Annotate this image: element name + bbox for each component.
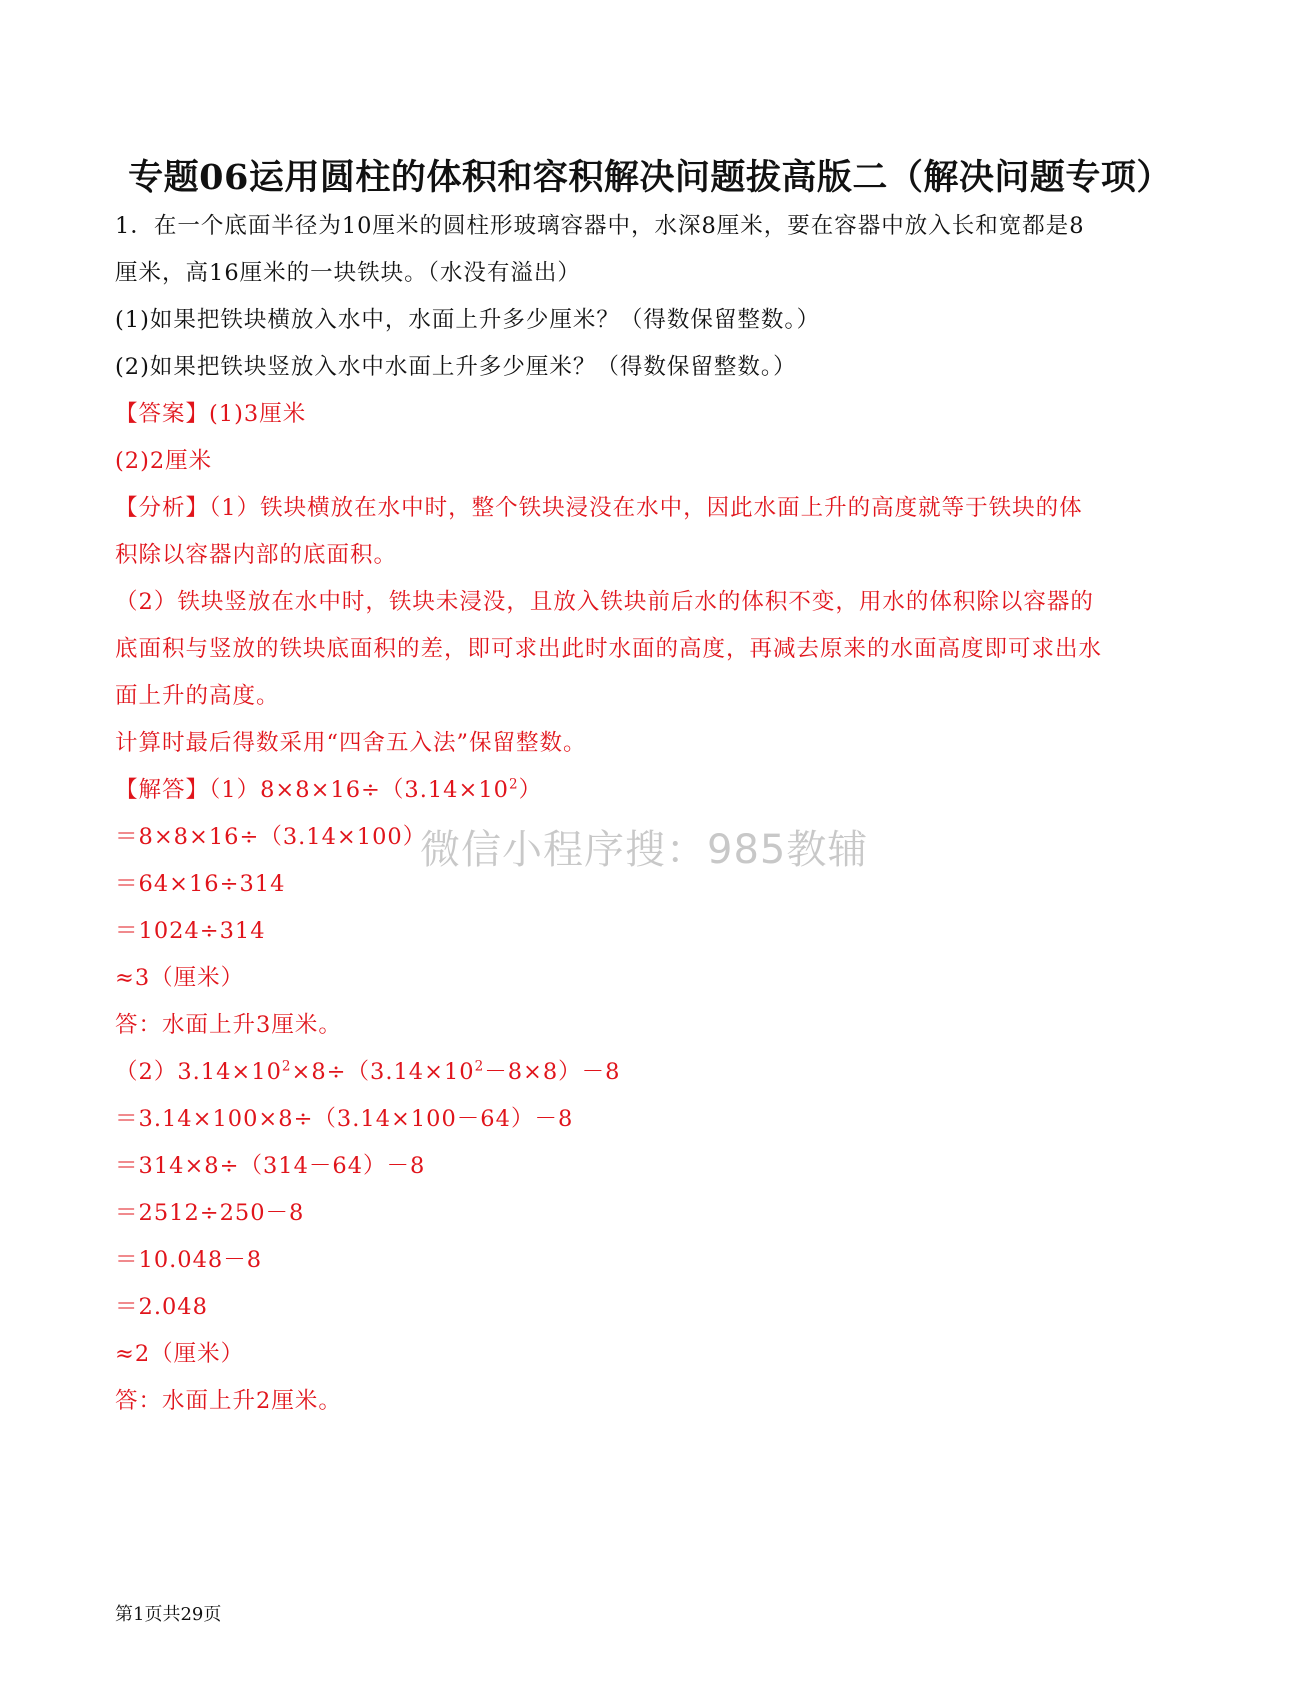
solution-exponent: 2 xyxy=(281,1058,292,1075)
analysis-line-3: （2）铁块竖放在水中时，铁块未浸没，且放入铁块前后水的体积不变，用水的体积除以容器的 xyxy=(115,589,1094,615)
question-part-1: (1)如果把铁块横放入水中，水面上升多少厘米？（得数保留整数。） xyxy=(115,307,821,333)
analysis-text-1: （1）铁块横放在水中时，整个铁块浸没在水中，因此水面上升的高度就等于铁块的体 xyxy=(209,495,1083,521)
answer-label: 【答案】 xyxy=(115,401,210,427)
analysis-label: 【分析】 xyxy=(115,495,210,521)
solution-part2-line-1 xyxy=(115,1054,621,1086)
question-part-2: (2)如果把铁块竖放入水中水面上升多少厘米？（得数保留整数。） xyxy=(115,354,797,380)
solution-line-6: 答：水面上升3厘米。 xyxy=(115,1012,342,1038)
solution-step-1a: （1）8×8×16÷（3.14×10 xyxy=(209,777,509,803)
solution-part2-line-2: ＝3.14×100×8÷（3.14×100－64）－8 xyxy=(115,1106,574,1132)
question-line-2: 厘米，高16厘米的一块铁块。（水没有溢出） xyxy=(115,260,581,286)
solution-part2-line-8: 答：水面上升2厘米。 xyxy=(115,1388,342,1414)
page-footer: 第1页共29页 xyxy=(115,1604,222,1625)
answer-line-1 xyxy=(115,396,306,428)
answer-part-1: (1)3厘米 xyxy=(209,401,307,427)
solution-part2-line-3: ＝314×8÷（314－64）－8 xyxy=(115,1153,426,1179)
solution-line-3: ＝64×16÷314 xyxy=(115,871,286,897)
watermark: 微信小程序搜：985教辅 xyxy=(420,827,869,873)
page-title: 专题06运用圆柱的体积和容积解决问题拔高版二（解决问题专项） xyxy=(128,157,1172,198)
solution-line-5: ≈3（厘米） xyxy=(115,965,245,991)
solution-step-1b: ） xyxy=(518,777,543,803)
solution-p2a: （2）3.14×10 xyxy=(115,1059,282,1085)
answer-line-2: (2)2厘米 xyxy=(115,448,213,474)
question-line-1: 1．在一个底面半径为10厘米的圆柱形玻璃容器中，水深8厘米，要在容器中放入长和宽都是8 xyxy=(115,213,1085,239)
solution-part2-line-5: ＝10.048－8 xyxy=(115,1247,263,1273)
analysis-line-5: 面上升的高度。 xyxy=(115,683,280,709)
solution-line-4: ＝1024÷314 xyxy=(115,918,266,944)
solution-exponent: 2 xyxy=(474,1058,485,1075)
solution-exponent: 2 xyxy=(508,776,519,793)
analysis-line-6: 计算时最后得数采用“四舍五入法”保留整数。 xyxy=(115,730,587,756)
solution-line-2: ＝8×8×16÷（3.14×100） xyxy=(115,824,427,850)
solution-part2-line-4: ＝2512÷250－8 xyxy=(115,1200,305,1226)
analysis-line-2: 积除以容器内部的底面积。 xyxy=(115,542,398,568)
solution-part2-line-6: ＝2.048 xyxy=(115,1294,208,1320)
solution-label: 【解答】 xyxy=(115,777,210,803)
solution-part2-line-7: ≈2（厘米） xyxy=(115,1341,245,1367)
solution-line-1 xyxy=(115,772,542,804)
analysis-line-4: 底面积与竖放的铁块底面积的差，即可求出此时水面的高度，再减去原来的水面高度即可求出水 xyxy=(115,636,1103,662)
solution-p2b: ×8÷（3.14×10 xyxy=(291,1059,475,1085)
solution-p2c: －8×8）－8 xyxy=(484,1059,621,1085)
analysis-line-1 xyxy=(115,490,1083,522)
